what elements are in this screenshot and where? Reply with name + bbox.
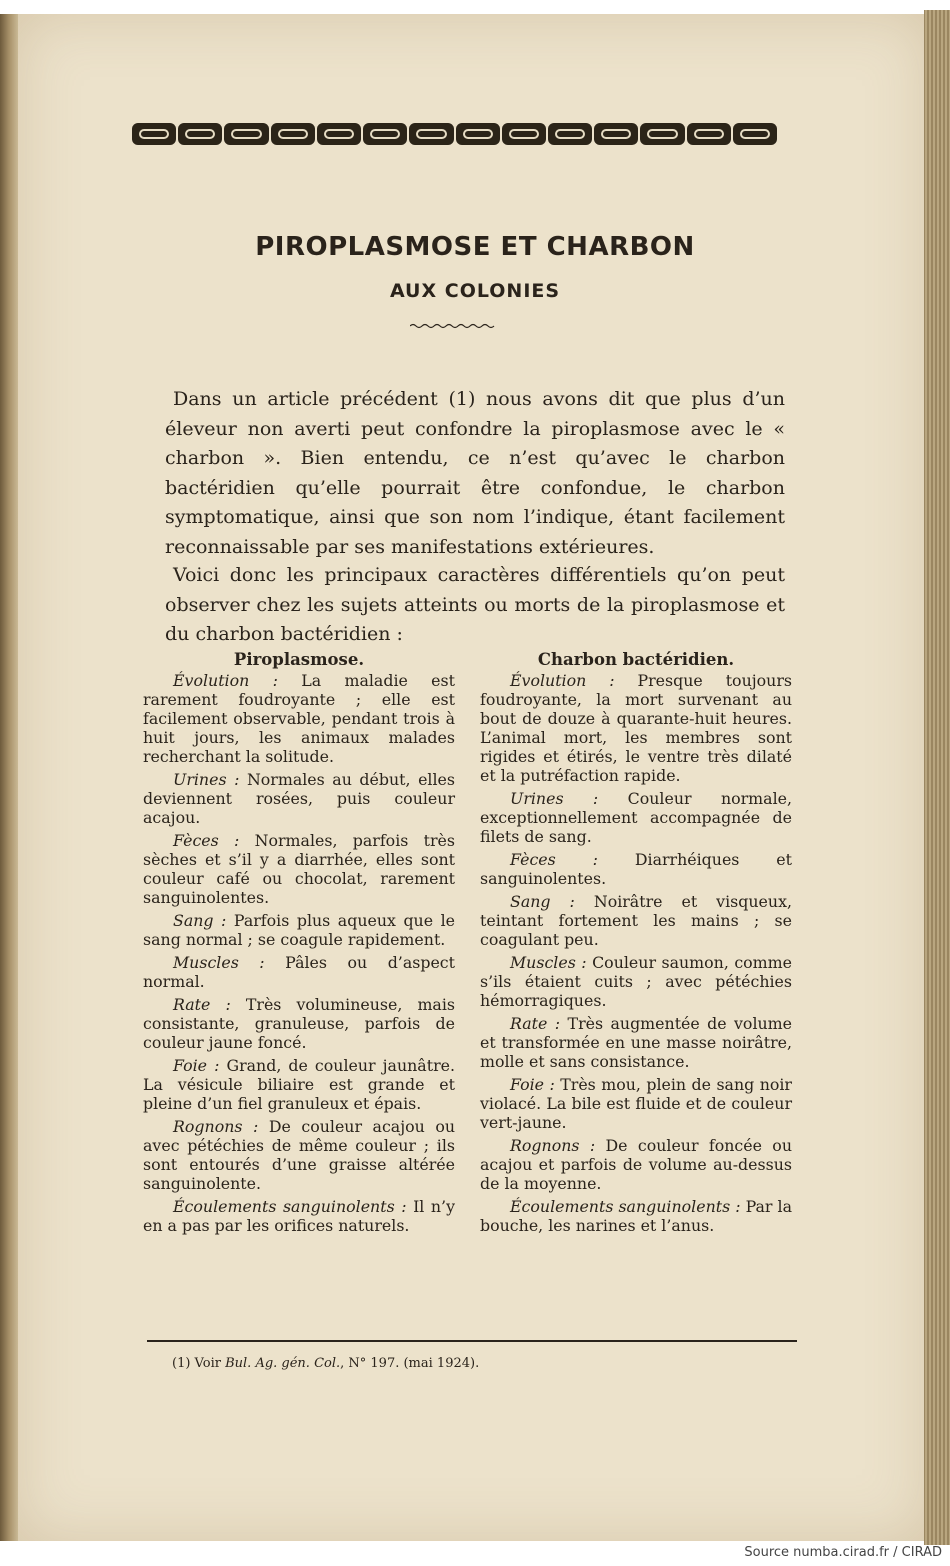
footnote-prefix: (1) Voir xyxy=(172,1356,221,1371)
symptom-text: Diarrhéiques et sanguinolentes. xyxy=(480,850,792,888)
symptom-text: De couleur foncée ou acajou et parfois de volume au-dessus de la moyenne. xyxy=(480,1136,792,1193)
symptom-label: Rognons : xyxy=(173,1117,259,1136)
source-credit: Source numba.cirad.fr / CIRAD xyxy=(744,1545,942,1560)
intro-paragraph: Dans un article précédent (1) nous avons dit que plus d’un éleveur non averti peut confondre la piroplasmose avec le « charbon ». Bien entendu, ce n’est qu’avec le charbon bactéridien qu’elle pourrait être confondue, le charbon symptomatique, ainsi que son nom l’indique, étant facilement reconnaissable par ses manifestations extérieures. xyxy=(165,388,785,558)
symptom-text: Très augmentée de volume et transformée en une masse noirâtre, molle et sans consistance. xyxy=(480,1014,793,1071)
symptom-label: Fèces : xyxy=(510,850,598,869)
symptom-label: Rate : xyxy=(173,995,231,1014)
symptom-label: Évolution : xyxy=(510,671,615,690)
symptom-entry xyxy=(143,911,455,949)
symptom-text: Grand, de couleur jaunâtre. La vésicule biliaire est grande et pleine d’un fiel granuleux et épais. xyxy=(143,1056,455,1113)
symptom-label: Muscles : xyxy=(510,953,587,972)
symptom-label: Sang : xyxy=(173,911,227,930)
intro-paragraph: Voici donc les principaux caractères différentiels qu’on peut observer chez les sujets atteints ou morts de la piroplasmose et du charbon bactéridien : xyxy=(165,564,785,645)
symptom-entry xyxy=(143,770,455,827)
symptom-entry xyxy=(480,1197,792,1235)
symptom-label: Rognons : xyxy=(510,1136,596,1155)
symptom-text: Couleur saumon, comme s’ils étaient cuits ; avec pétéchies hémorragiques. xyxy=(480,953,792,1010)
symptom-text: De couleur acajou ou avec pétéchies de même couleur ; ils sont entourés d’une graisse altérée sanguinolente. xyxy=(143,1117,456,1193)
symptom-entry xyxy=(143,671,455,766)
symptom-text: Très mou, plein de sang noir violacé. La bile est fluide et de couleur vert-jaune. xyxy=(480,1075,792,1132)
symptom-text: Normales au début, elles deviennent rosées, puis couleur acajou. xyxy=(143,770,455,827)
symptom-entry xyxy=(480,671,792,785)
symptom-entry xyxy=(143,831,455,907)
symptom-text: Noirâtre et visqueux, teintant fortement les mains ; se coagulant peu. xyxy=(480,892,792,949)
symptom-label: Fèces : xyxy=(173,831,240,850)
article-title: PIROPLASMOSE ET CHARBON xyxy=(255,232,695,262)
symptom-entry xyxy=(143,1056,455,1113)
symptom-label: Évolution : xyxy=(173,671,278,690)
symptom-text: Presque toujours foudroyante, la mort survenant au bout de douze à quarante-huit heures. L’animal mort, les membres sont rigides et étirés, le ventre très dilaté et la putréfaction rapide. xyxy=(480,671,792,785)
footnote xyxy=(172,1356,479,1371)
footnote-reference: Bul. Ag. gén. Col. xyxy=(225,1356,341,1371)
symptom-text: Parfois plus aqueux que le sang normal ; se coagule rapidement. xyxy=(143,911,456,949)
symptom-entry xyxy=(480,789,792,846)
footnote-suffix: , N° 197. (mai 1924). xyxy=(340,1356,480,1371)
symptom-text: La maladie est rarement foudroyante ; elle est facilement observable, pendant trois à huit jours, les animaux malades recherchant la solitude. xyxy=(143,671,455,766)
symptom-entry xyxy=(480,1075,792,1132)
footnote-divider xyxy=(147,1340,797,1342)
symptom-text: Très volumineuse, mais consistante, granuleuse, parfois de couleur jaune foncé. xyxy=(143,995,455,1052)
symptom-label: Urines : xyxy=(173,770,240,789)
column-heading: Piroplasmose. xyxy=(233,650,365,669)
symptom-label: Écoulements sanguinolents : xyxy=(173,1197,407,1216)
column-heading: Charbon bactéridien. xyxy=(537,650,735,669)
symptom-entry xyxy=(143,995,455,1052)
symptom-text: Par la bouche, les narines et l’anus. xyxy=(480,1197,792,1235)
symptom-entry xyxy=(480,953,792,1010)
symptom-text: Pâles ou d’aspect normal. xyxy=(143,953,456,991)
symptom-entry xyxy=(143,1117,455,1193)
symptom-label: Foie : xyxy=(510,1075,555,1094)
symptom-label: Sang : xyxy=(510,892,575,911)
title-wavy-rule xyxy=(410,322,496,330)
symptom-entry xyxy=(480,1136,792,1193)
symptom-entry xyxy=(480,850,792,888)
decorative-header-band xyxy=(132,120,777,148)
symptom-entry xyxy=(143,953,455,991)
symptom-entry xyxy=(143,1197,455,1235)
symptom-text: Il n’y en a pas par les orifices naturels. xyxy=(143,1197,455,1235)
symptom-label: Muscles : xyxy=(173,953,265,972)
symptom-entry xyxy=(480,892,792,949)
symptom-entry xyxy=(480,1014,792,1071)
symptom-label: Foie : xyxy=(173,1056,220,1075)
symptom-text: Normales, parfois très sèches et s’il y a diarrhée, elles sont couleur café ou chocolat, rarement sanguinolentes. xyxy=(143,831,455,907)
symptom-label: Rate : xyxy=(510,1014,561,1033)
column-piroplasmose xyxy=(143,650,455,1239)
symptom-label: Écoulements sanguinolents : xyxy=(510,1197,741,1216)
article-subtitle: AUX COLONIES xyxy=(389,280,561,302)
column-charbon xyxy=(480,650,792,1239)
symptom-text: Couleur normale, exceptionnellement accompagnée de filets de sang. xyxy=(480,789,792,846)
symptom-label: Urines : xyxy=(510,789,599,808)
